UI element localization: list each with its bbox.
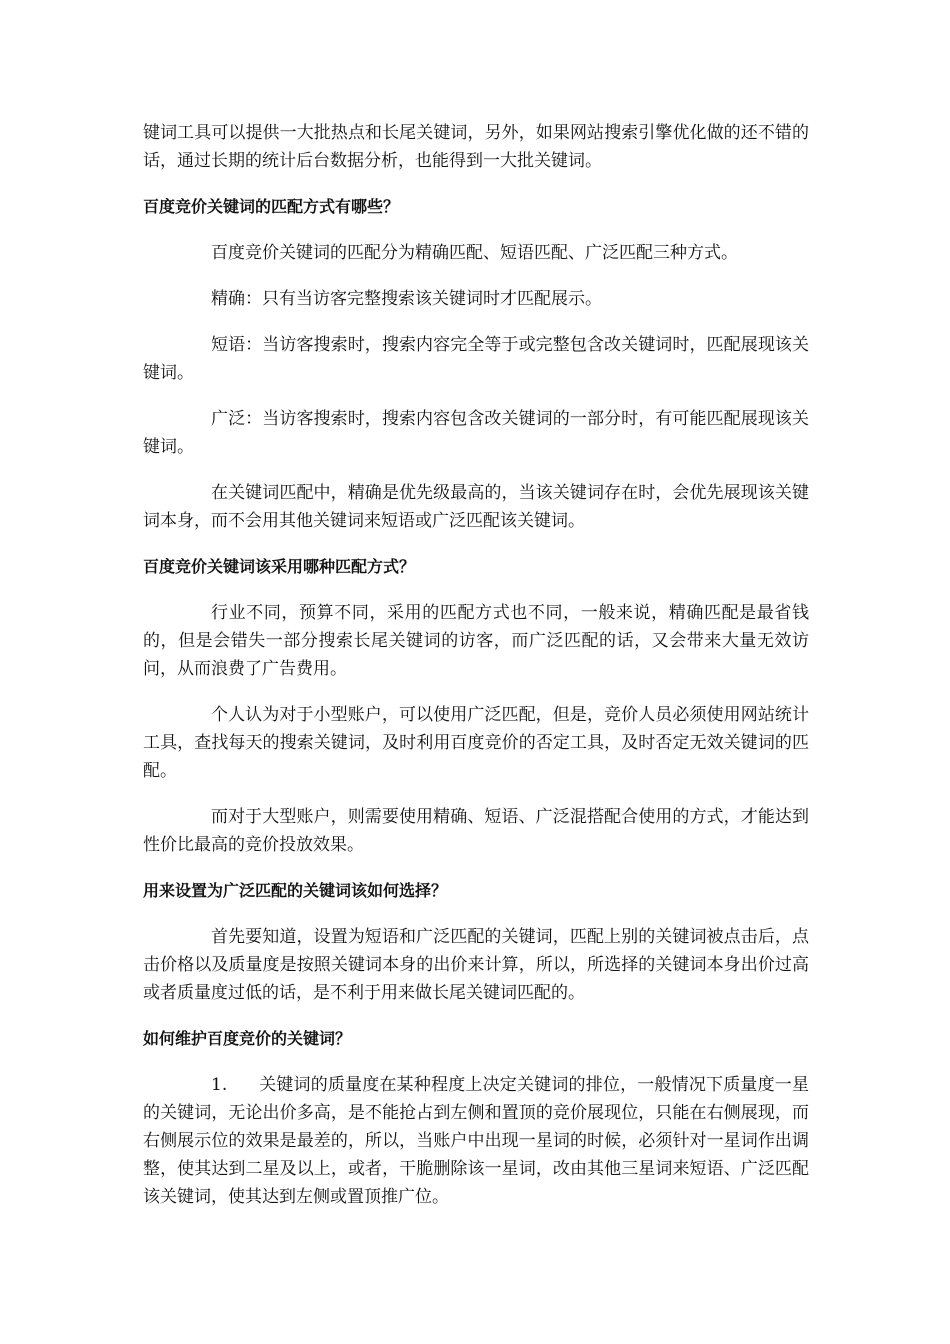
paragraph: 广泛：当访客搜索时，搜索内容包含改关键词的一部分时，有可能匹配展现该关键词。 [143, 409, 809, 457]
list-number: 1. [211, 1075, 228, 1095]
section-heading-which-match: 百度竞价关键词该采用哪种匹配方式？ [143, 557, 416, 576]
list-item-text: 关键词的质量度在某种程度上决定关键词的排位，一般情况下质量度一星的关键词，无论出价多高，是不能抢占到左侧和置顶的竞价展现位，只能在右侧展现，而右侧展示位的效果是最差的，所以，当账户中出现一星词的时候，必须针对一星词作出调整，使其达到二星及以上，或者，干脆删除该一星词，改由其他三星词来短语、广泛匹配该关键词，使其达到左侧或置顶推广位。 [143, 1075, 809, 1207]
section-heading-maintain-keywords: 如何维护百度竞价的关键词？ [143, 1029, 352, 1048]
paragraph: 首先要知道，设置为短语和广泛匹配的关键词，匹配上别的关键词被点击后，点击价格以及质量度是按照关键词本身的出价来计算，所以，所选择的关键词本身出价过高或者质量度过低的话，是不利于用来做长尾关键词匹配的。 [143, 927, 809, 1003]
paragraph: 百度竞价关键词的匹配分为精确匹配、短语匹配、广泛匹配三种方式。 [211, 243, 738, 263]
paragraph: 在关键词匹配中，精确是优先级最高的，当该关键词存在时，会优先展现该关键词本身，而不会用其他关键词来短语或广泛匹配该关键词。 [143, 483, 809, 531]
paragraph: 行业不同，预算不同，采用的匹配方式也不同，一般来说，精确匹配是最省钱的，但是会错失一部分搜索长尾关键词的访客，而广泛匹配的话，又会带来大量无效访问，从而浪费了广告费用。 [143, 603, 809, 679]
document-body [143, 119, 809, 1211]
list-item [143, 1071, 809, 1211]
section-heading-broad-keywords: 用来设置为广泛匹配的关键词该如何选择？ [143, 881, 448, 900]
paragraph: 短语：当访客搜索时，搜索内容完全等于或完整包含改关键词时，匹配展现该关键词。 [143, 335, 809, 383]
section-heading-match-types: 百度竞价关键词的匹配方式有哪些？ [143, 197, 400, 216]
paragraph: 键词工具可以提供一大批热点和长尾关键词，另外，如果网站搜索引擎优化做的还不错的话，通过长期的统计后台数据分析，也能得到一大批关键词。 [143, 123, 809, 171]
paragraph: 精确：只有当访客完整搜索该关键词时才匹配展示。 [211, 289, 602, 309]
paragraph: 而对于大型账户，则需要使用精确、短语、广泛混搭配合使用的方式，才能达到性价比最高的竞价投放效果。 [143, 807, 809, 855]
paragraph: 个人认为对于小型账户，可以使用广泛匹配，但是，竞价人员必须使用网站统计工具，查找每天的搜索关键词，及时利用百度竞价的否定工具，及时否定无效关键词的匹配。 [143, 705, 809, 781]
